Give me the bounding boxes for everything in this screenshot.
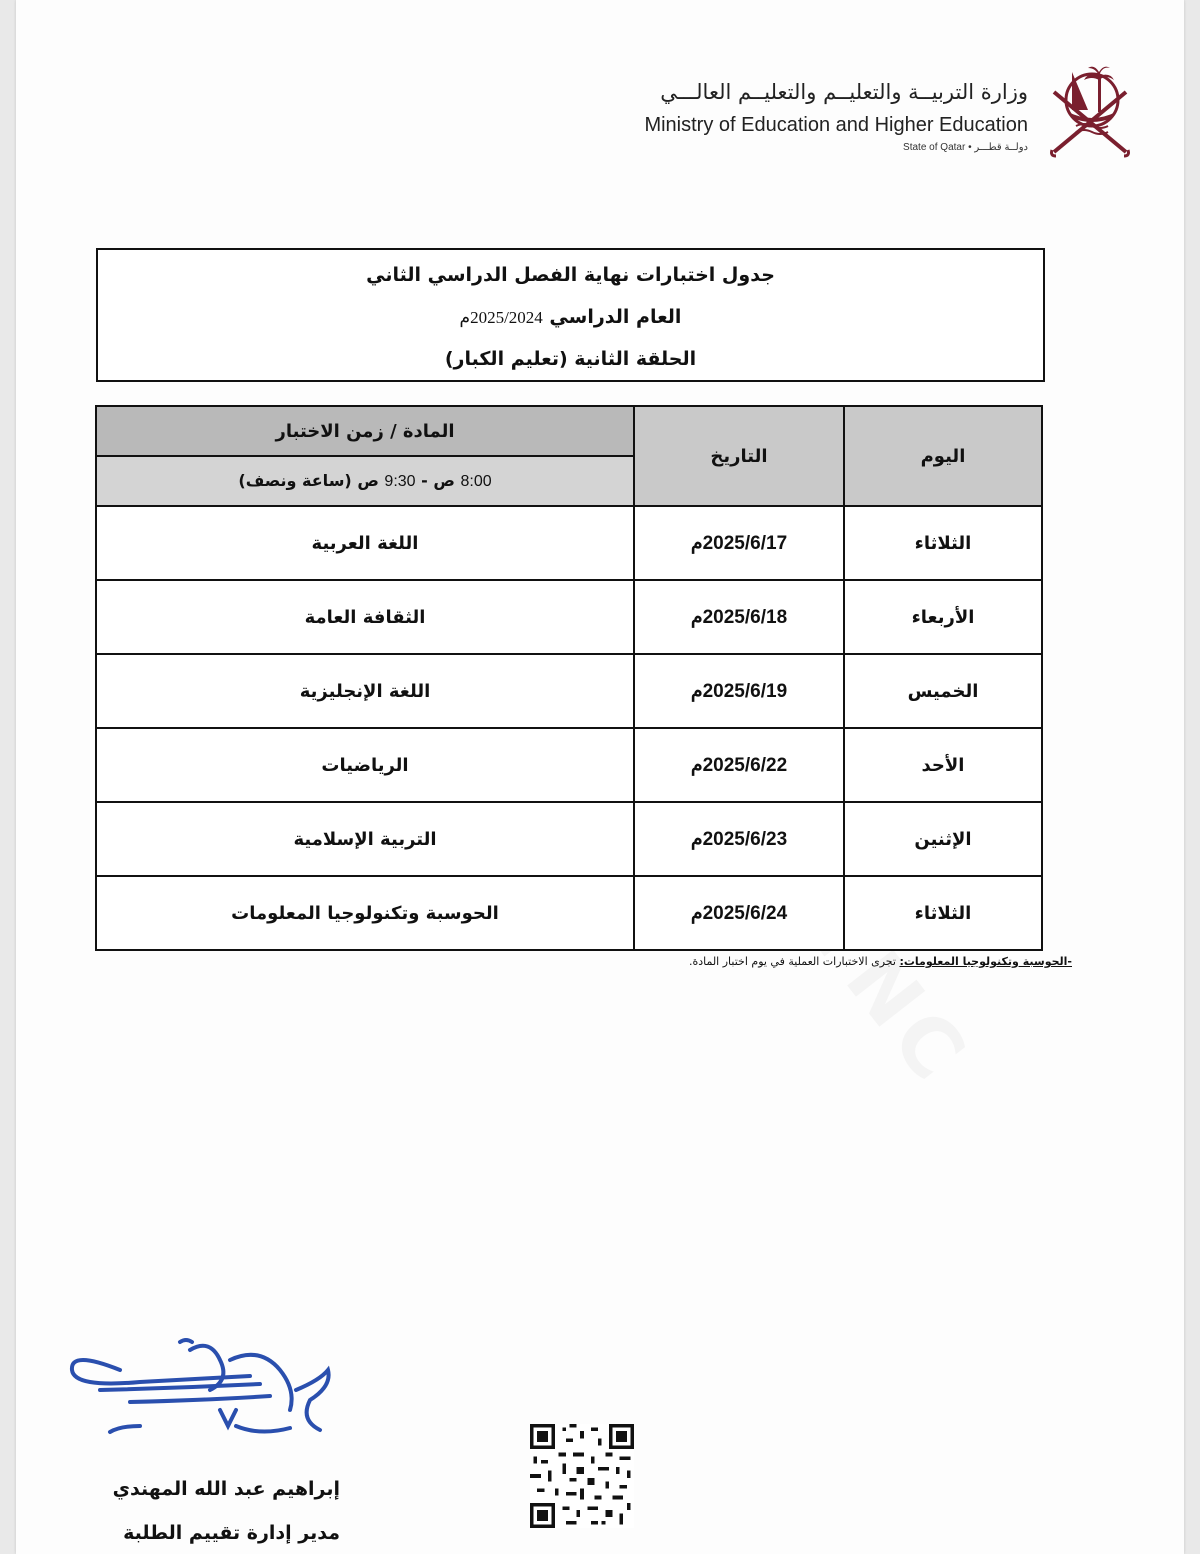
table-row [96,802,1042,876]
table-row [96,580,1042,654]
date-cell: 2025/6/17م [634,506,844,580]
date-cell: 2025/6/22م [634,728,844,802]
day-cell: الثلاثاء [844,876,1042,950]
exam-schedule-table [95,405,1043,951]
academic-year-label: العام الدراسي [549,306,682,328]
subject-cell: الرياضيات [96,728,634,802]
footnote-subject: -الحوسبة وتكنولوجيا المعلومات: [899,955,1072,968]
day-cell: الأربعاء [844,580,1042,654]
time-period-end: ص [357,471,379,490]
time-end: 9:30 [384,473,416,490]
schedule-title: جدول اختبارات نهاية الفصل الدراسي الثاني [366,264,775,286]
date-cell: 2025/6/18م [634,580,844,654]
date-cell: 2025/6/24م [634,876,844,950]
table-row [96,728,1042,802]
time-start: 8:00 [460,473,492,490]
day-cell: الإثنين [844,802,1042,876]
day-cell: الأحد [844,728,1042,802]
ministry-header [612,52,1132,162]
column-header-date: التاريخ [634,406,844,506]
subject-cell: اللغة العربية [96,506,634,580]
ministry-name-english: Ministry of Education and Higher Education [644,114,1028,136]
column-header-day: اليوم [844,406,1042,506]
column-header-subject: المادة / زمن الاختبار [96,406,634,456]
table-row [96,876,1042,950]
table-row [96,506,1042,580]
subject-cell: اللغة الإنجليزية [96,654,634,728]
exam-duration: (ساعة ونصف) [238,471,352,490]
subject-cell: الثقافة العامة [96,580,634,654]
exam-time-range [96,456,634,506]
ministry-name-arabic: وزارة التربيــة والتعليــم والتعليــم العالـــي [660,80,1028,104]
signatory-title: مدير إدارة تقييم الطلبة [123,1522,340,1544]
subject-cell: التربية الإسلامية [96,802,634,876]
subject-cell: الحوسبة وتكنولوجيا المعلومات [96,876,634,950]
signatory-name: إبراهيم عبد الله المهندي [112,1478,340,1500]
qr-code-icon [530,1424,634,1528]
date-cell: 2025/6/23م [634,802,844,876]
footnote-text: تجرى الاختبارات العملية في يوم اختبار المادة. [688,955,896,968]
handwritten-signature [60,1330,340,1460]
program-level: الحلقة الثانية (تعليم الكبار) [444,348,697,370]
date-cell: 2025/6/19م [634,654,844,728]
qatar-emblem-icon [1048,52,1132,160]
table-row [96,654,1042,728]
time-period-start: ص [433,471,455,490]
day-cell: الخميس [844,654,1042,728]
exam-schedule-title-box [96,248,1045,382]
footnote [689,955,1072,968]
day-cell: الثلاثاء [844,506,1042,580]
academic-year-value: 2025/2024م [459,308,543,327]
time-separator: - [421,471,428,490]
state-of-qatar-label: State of Qatar • دولــة قطـــر [903,142,1028,153]
academic-year [98,306,1043,328]
